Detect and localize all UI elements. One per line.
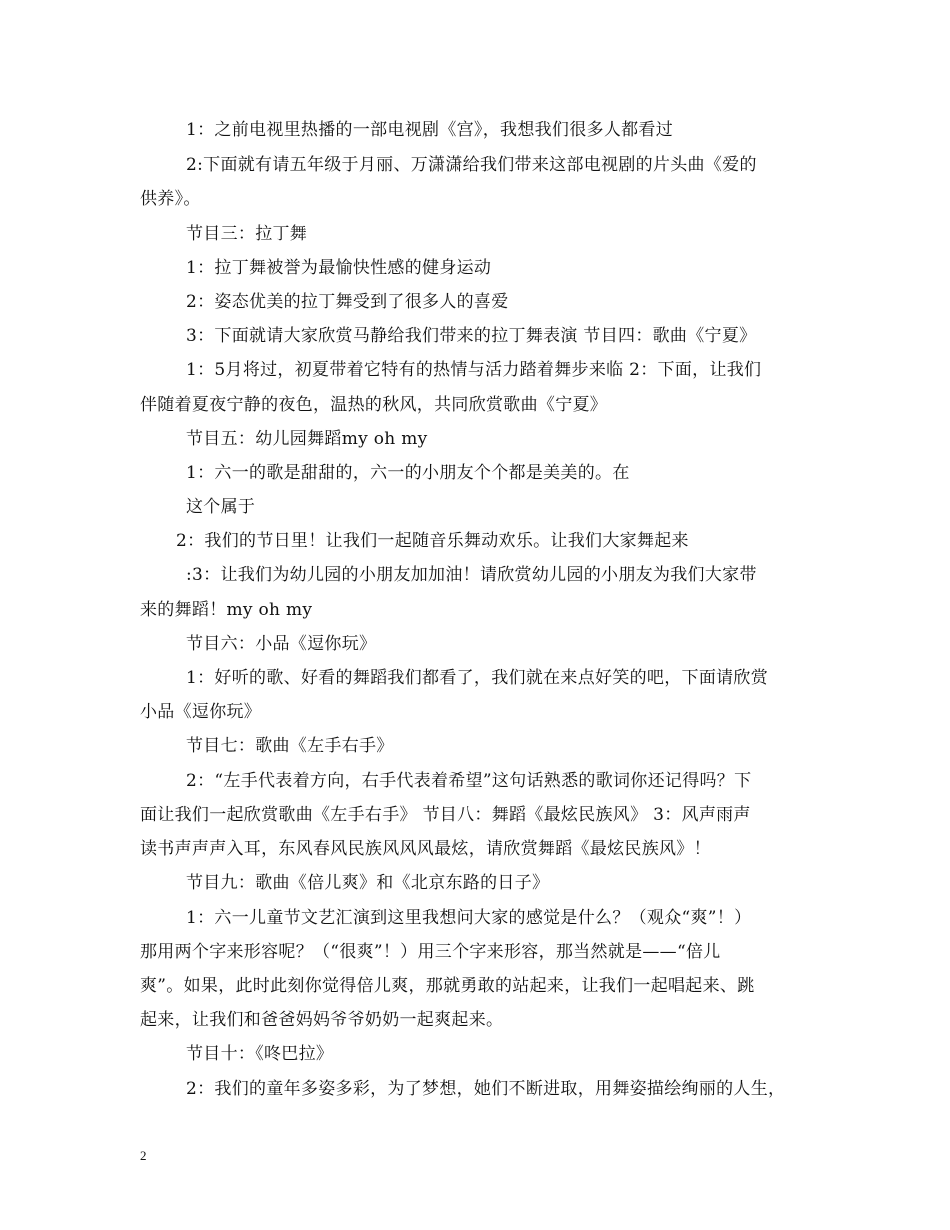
text-line: 这个属于 — [186, 497, 256, 517]
text-line: 2：姿态优美的拉丁舞受到了很多人的喜爱 — [186, 292, 509, 312]
section-heading: 节目六：小品《逗你玩》 — [186, 634, 377, 654]
text-line: 读书声声声入耳，东风春风民族风风风最炫，请欣赏舞蹈《最炫民族风》！ — [140, 839, 711, 859]
text-line: :3：让我们为幼儿园的小朋友加加油！请欣赏幼儿园的小朋友为我们大家带 — [186, 565, 757, 585]
section-heading: 节目九：歌曲《倍儿爽》和《北京东路的日子》 — [186, 873, 550, 893]
text-line: 伴随着夏夜宁静的夜色，温热的秋风，共同欣赏歌曲《宁夏》 — [140, 395, 608, 415]
text-line: 起来，让我们和爸爸妈妈爷爷奶奶一起爽起来。 — [140, 1010, 504, 1030]
text-line: 爽”。如果，此时此刻你觉得倍儿爽，那就勇敢的站起来，让我们一起唱起来、跳 — [140, 976, 755, 996]
section-heading: 节目七：歌曲《左手右手》 — [186, 736, 394, 756]
page-number: 2 — [140, 1148, 147, 1163]
text-line: 2：我们的童年多姿多彩，为了梦想，她们不断进取，用舞姿描绘绚丽的人生， — [186, 1079, 786, 1099]
text-line: 2：“左手代表着方向，右手代表着希望”这句话熟悉的歌词你还记得吗？下 — [186, 771, 752, 791]
text-line: 2：我们的节日里！让我们一起随音乐舞动欢乐。让我们大家舞起来 — [176, 531, 689, 551]
text-line: 1：六一儿童节文艺汇演到这里我想问大家的感觉是什么？（观众“爽”！） — [186, 908, 752, 928]
text-line: 1：好听的歌、好看的舞蹈我们都看了，我们就在来点好笑的吧，下面请欣赏 — [186, 668, 769, 688]
text-line: 那用两个字来形容呢？（“很爽”！）用三个字来形容，那当然就是——“倍儿 — [140, 942, 721, 962]
section-heading: 节目五：幼儿园舞蹈my oh my — [186, 429, 428, 449]
text-line: 小品《逗你玩》 — [140, 702, 262, 722]
text-line: 来的舞蹈！my oh my — [140, 600, 313, 620]
text-line: 3：下面就请大家欣赏马静给我们带来的拉丁舞表演 节目四：歌曲《宁夏》 — [186, 326, 757, 346]
text-line: 面让我们一起欣赏歌曲《左手右手》 节目八：舞蹈《最炫民族风》 3：风声雨声 — [140, 805, 751, 825]
text-line: 1：六一的歌是甜甜的，六一的小朋友个个都是美美的。在 — [186, 463, 630, 483]
text-line: 2:下面就有请五年级于月丽、万潇潇给我们带来这部电视剧的片头曲《爱的 — [186, 155, 757, 175]
section-heading: 节目三：拉丁舞 — [186, 224, 308, 244]
section-heading: 节目十：《咚巴拉》 — [186, 1044, 334, 1064]
text-line: 供养》。 — [140, 189, 201, 209]
text-line: 1：5月将过，初夏带着它特有的热情与活力踏着舞步来临 2：下面，让我们 — [186, 360, 762, 380]
text-line: 1：之前电视里热播的一部电视剧《宫》，我想我们很多人都看过 — [186, 120, 674, 140]
text-line: 1：拉丁舞被誉为最愉快性感的健身运动 — [186, 258, 492, 278]
